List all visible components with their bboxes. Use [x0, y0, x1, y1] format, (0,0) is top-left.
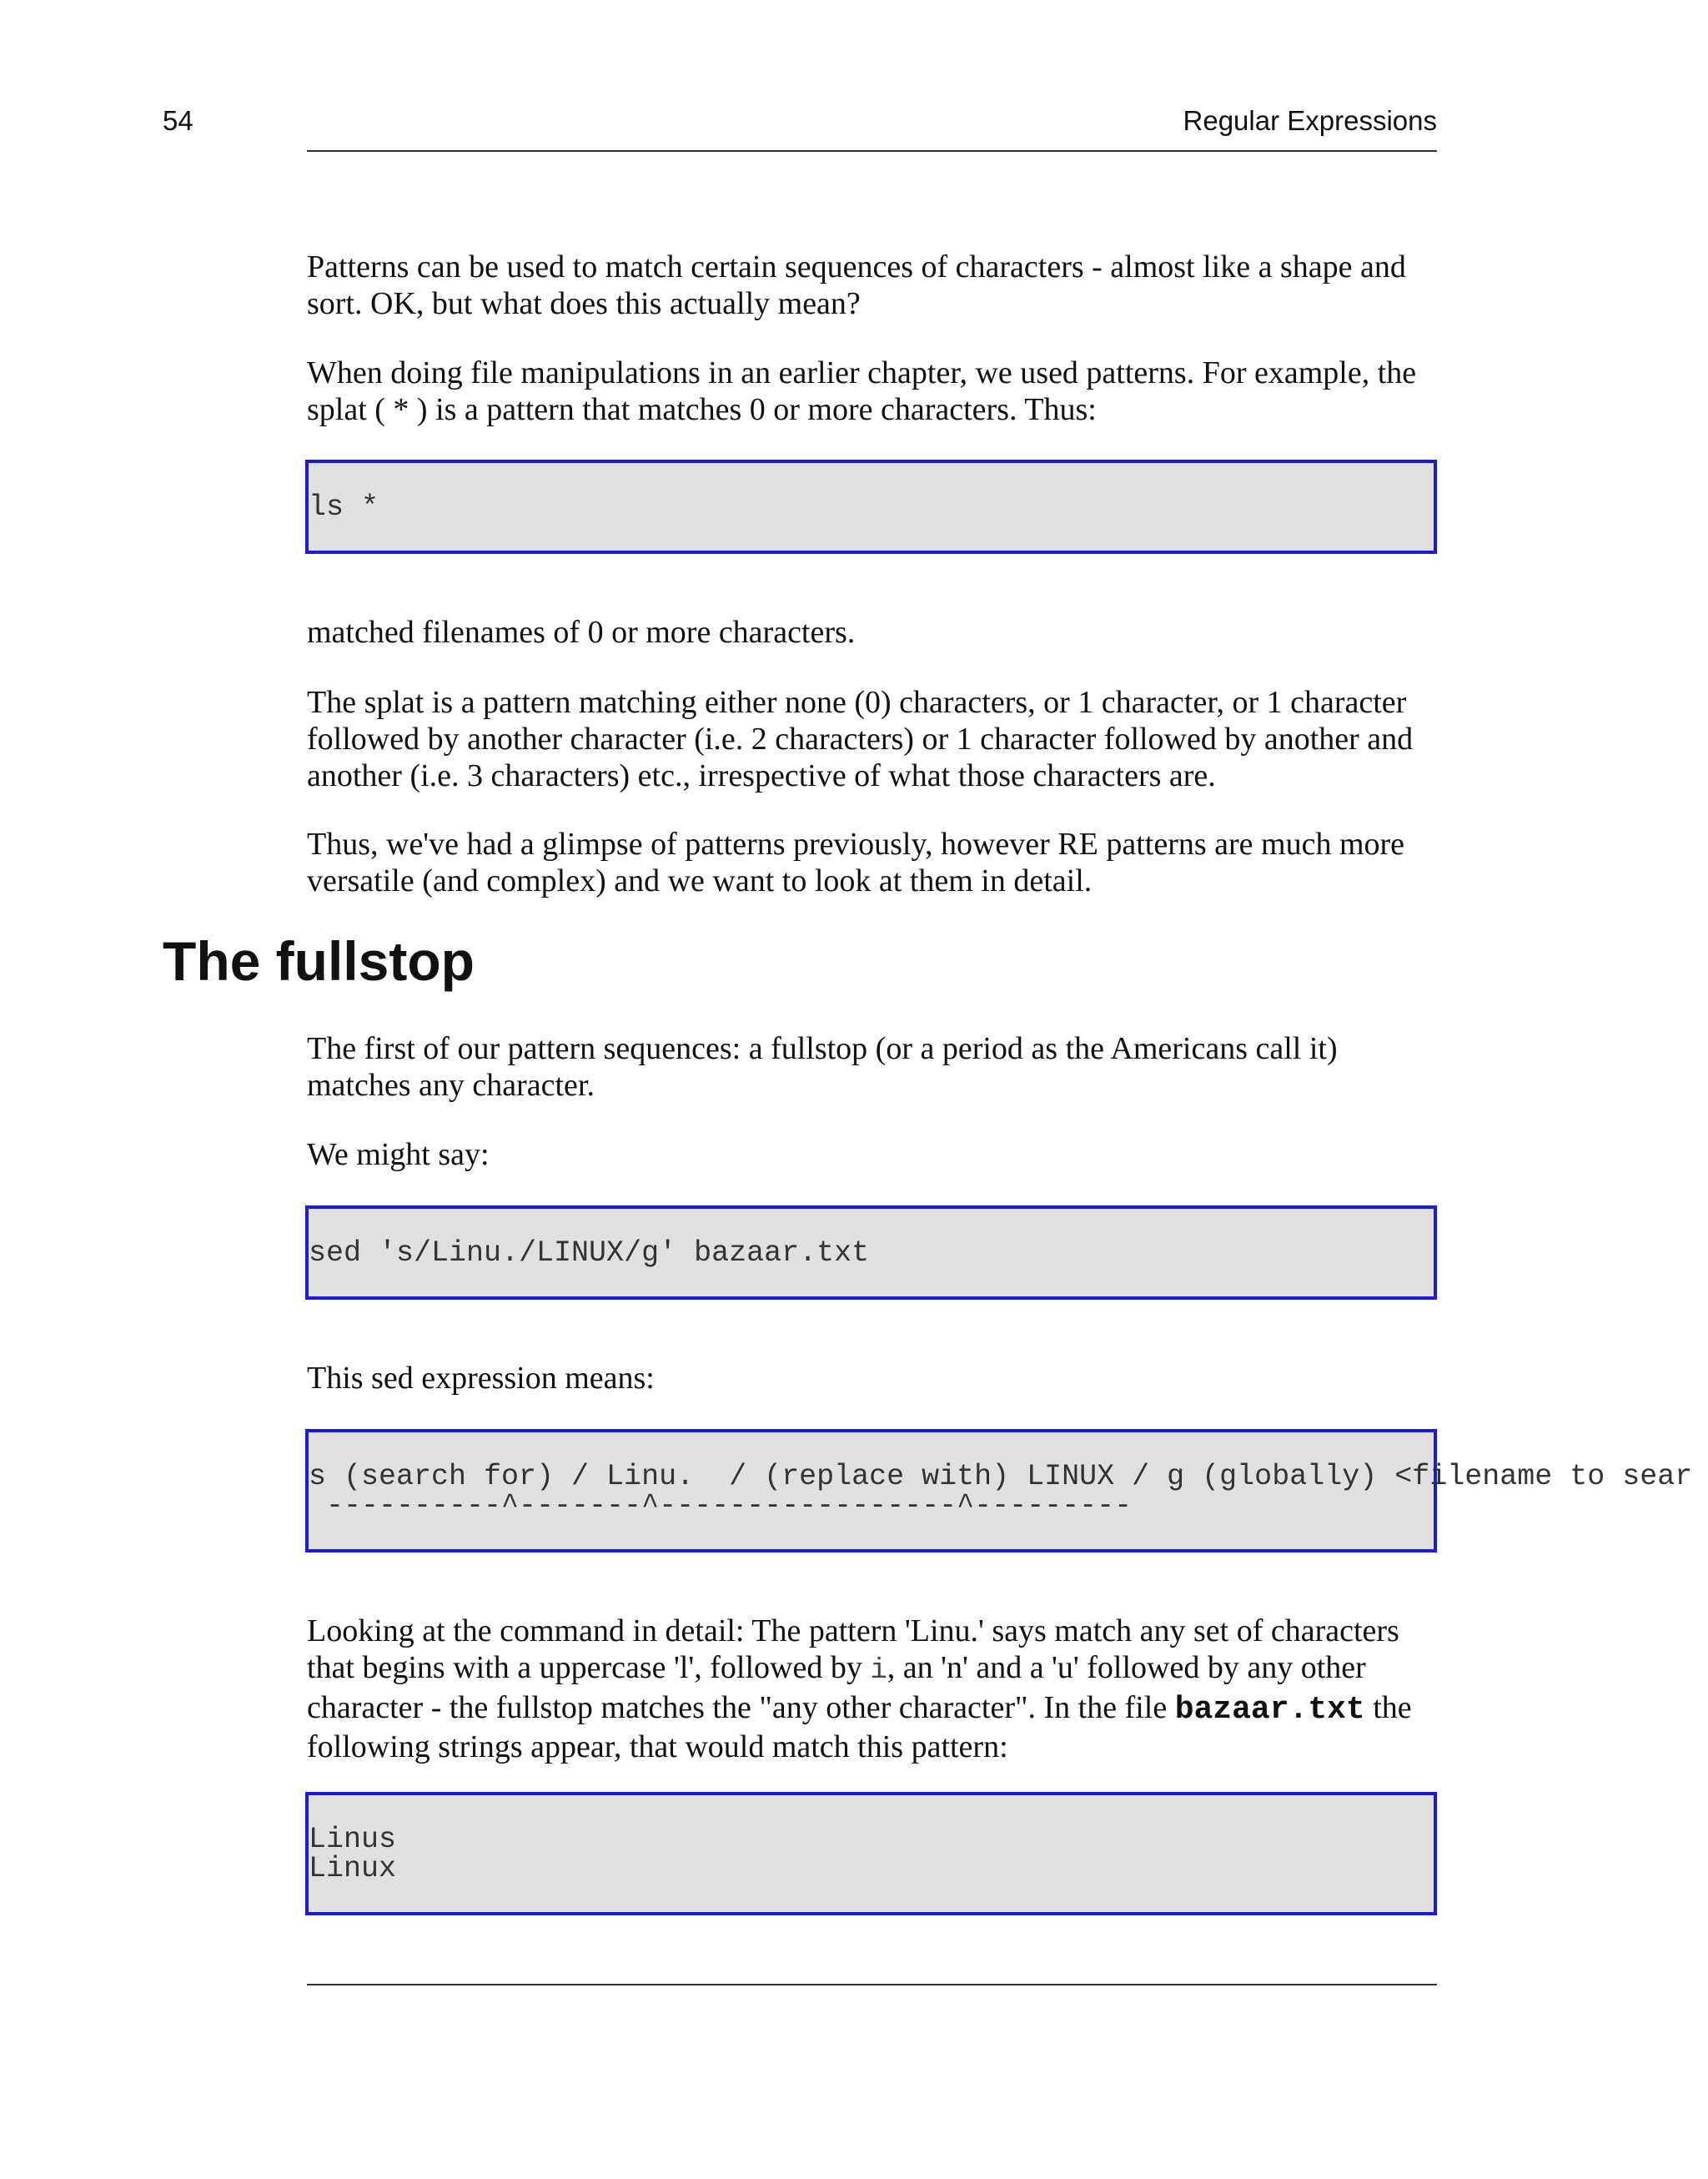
code-sed-explained: s (search for) / Linu. / (replace with) LINUX / g (globally) <filename to sear ----------^-------^-----------------^---------	[309, 1460, 1693, 1522]
paragraph-text-b: , an 'n' and a 'u' followed by any other character - the fullstop matches the "any other character". In the file	[307, 1650, 1366, 1725]
section-paragraph-3: This sed expression means:	[307, 1361, 655, 1396]
inline-filename: bazaar.txt	[1174, 1692, 1365, 1728]
paragraph-text-c: the following strings appear, that would match this pattern:	[307, 1690, 1412, 1764]
paragraph-text-a: Looking at the command in detail: The pattern 'Linu.' says match any set of characters that begins with a uppercase 'l', followed by	[307, 1613, 1399, 1685]
code-block-sed	[305, 1205, 1437, 1300]
intro-paragraph-4: The splat is a pattern matching either none (0) characters, or 1 character, or 1 character followed by another character (i.e. 2 characters) or 1 character followed by another and another (i.e. 3 characters) etc., irrespective of what those characters are.	[307, 685, 1414, 793]
section-paragraph-2: We might say:	[307, 1137, 490, 1172]
code-block-matches	[305, 1792, 1437, 1915]
code-block-sed-explained	[305, 1429, 1693, 1552]
code-ls: ls *	[309, 491, 379, 524]
footer-rule	[307, 1984, 1437, 1985]
intro-paragraph-2: When doing file manipulations in an earlier chapter, we used patterns. For example, the splat ( * ) is a pattern that matches 0 or more characters. Thus:	[307, 355, 1417, 427]
code-block-ls	[305, 460, 1437, 554]
inline-code-i: i	[870, 1655, 887, 1687]
running-header-title: Regular Expressions	[1183, 105, 1437, 136]
code-sed: sed 's/Linu./LINUX/g' bazaar.txt	[309, 1236, 870, 1270]
header-rule	[307, 150, 1437, 152]
section-paragraph-4	[307, 1613, 1441, 1765]
intro-paragraph-1: Patterns can be used to match certain sequences of characters - almost like a shape and sort. OK, but what does this actually mean?	[307, 249, 1406, 321]
intro-paragraph-5: Thus, we've had a glimpse of patterns previously, however RE patterns are much more versatile (and complex) and we want to look at them in detail.	[307, 827, 1405, 898]
section-heading: The fullstop	[163, 930, 475, 992]
code-matches: Linus Linux	[309, 1823, 397, 1885]
section-paragraph-1: The first of our pattern sequences: a fullstop (or a period as the Americans call it) matches any character.	[307, 1031, 1338, 1103]
page-number: 54	[163, 105, 193, 136]
intro-paragraph-3: matched filenames of 0 or more characters.	[307, 615, 856, 650]
